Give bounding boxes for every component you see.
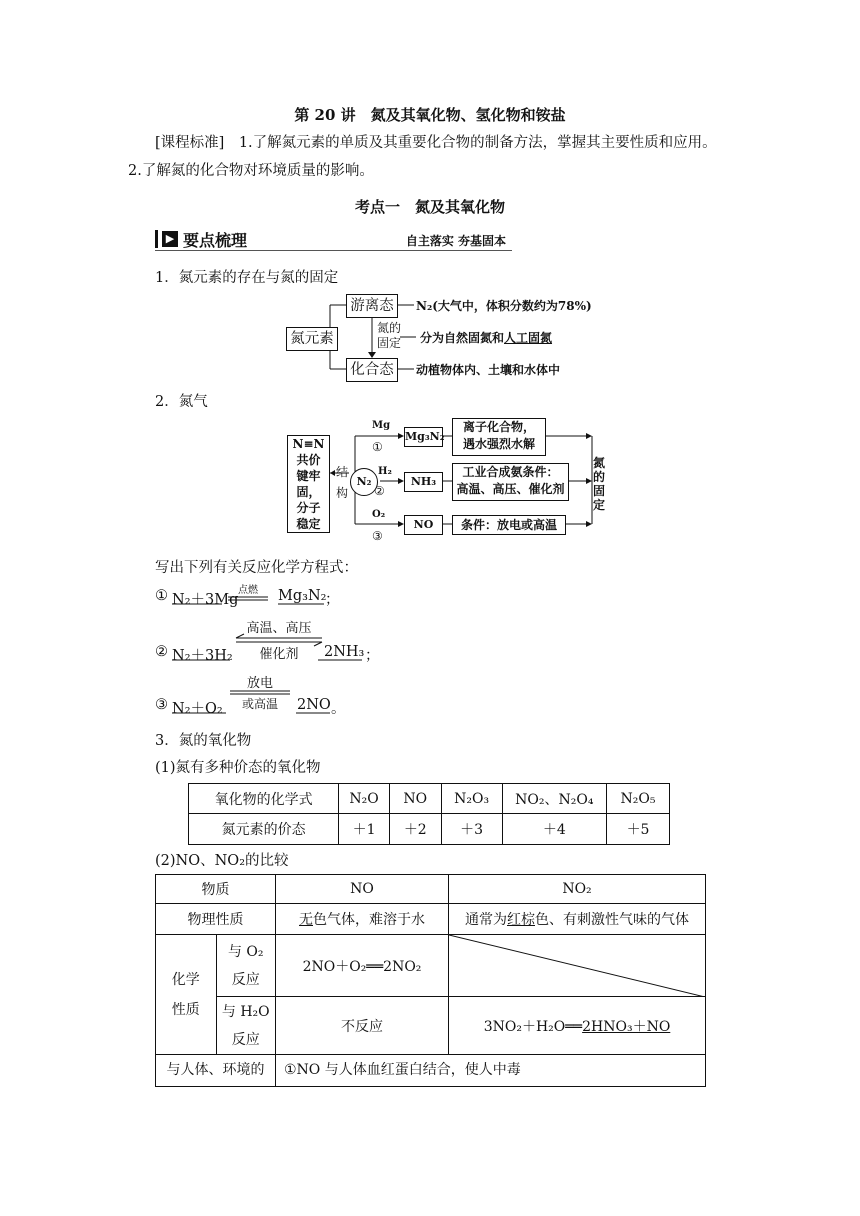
structure-box: N≡N 共价 键牢 固， 分子 稳定 <box>287 435 330 533</box>
section-heading: 考点一 氮及其氧化物 <box>354 198 505 216</box>
chem-label: 化学 性质 <box>156 935 217 1055</box>
table-row: 物质 NO NO₂ <box>156 875 706 904</box>
num-2: ② <box>374 484 385 498</box>
no2-h2o: 3NO₂＋H₂O══2HNO₃＋NO <box>449 997 706 1055</box>
eq3-cond-top: 放电 <box>246 676 273 691</box>
eq2-num: ② <box>155 644 168 660</box>
eq3-left: N₂＋O₂ <box>172 701 223 717</box>
right-label: 氮 的 固 定 <box>593 456 606 512</box>
table-row: 氮元素的价态 ＋1 ＋2 ＋3 ＋4 ＋5 <box>189 814 670 845</box>
eq3-cond-bottom: 或高温 <box>241 697 278 711</box>
n2-circle: N₂ <box>350 468 378 496</box>
reagent-o2: O₂ <box>372 509 386 520</box>
eq2-cond-top: 高温、高压 <box>246 621 312 636</box>
diagonal-line <box>449 935 705 997</box>
eq1-right: Mg₃N₂ <box>278 588 327 604</box>
note-box-1: 离子化合物， 遇水强烈水解 <box>452 418 546 456</box>
root-box: 氮元素 <box>286 327 338 351</box>
table-row: 化学 性质 与 O₂ 反应 2NO＋O₂══2NO₂ <box>156 935 706 997</box>
structure-label-2: 构 <box>336 486 349 500</box>
table-row: 物理性质 无色气体，难溶于水 通常为红棕色、有刺激性气味的气体 <box>156 904 706 935</box>
equation-prompt: 写出下列有关反应化学方程式： <box>155 560 358 576</box>
eq1-left: N₂＋3Mg <box>172 592 239 608</box>
note-box-2: 工业合成氨条件： 高温、高压、催化剂 <box>452 463 569 501</box>
product-mg3n2: Mg₃N₂ <box>404 427 443 447</box>
phys-no: 无色气体，难溶于水 <box>276 904 449 935</box>
reagent-mg: Mg <box>372 420 391 431</box>
eq3-num: ③ <box>155 697 168 713</box>
play-triangle-icon: ▶ <box>162 231 178 247</box>
eq1-end: ； <box>325 592 340 608</box>
phys-no2: 通常为红棕色、有刺激性气味的气体 <box>449 904 706 935</box>
table-row: 氧化物的化学式 N₂O NO N₂O₃ NO₂、N₂O₄ N₂O₅ <box>189 784 670 814</box>
eq3-right: 2NO <box>297 697 331 713</box>
product-no: NO <box>404 515 443 535</box>
heading-1: 1．氮元素的存在与氮的固定 <box>155 270 339 286</box>
eq2-right: 2NH₃ <box>324 644 365 660</box>
sub-heading-2: (2)NO、NO₂的比较 <box>155 853 289 869</box>
diagonal-cell <box>449 935 706 997</box>
eq2-left: N₂＋3H₂ <box>172 648 233 664</box>
fix-desc: 分为自然固氮和人工固氮 <box>420 331 553 345</box>
eq2-end: ； <box>365 648 380 664</box>
page-title: 第 20 讲 氮及其氧化物、氢化物和铵盐 <box>294 106 566 124</box>
combined-state-desc: 动植物体内、土壤和水体中 <box>416 363 561 377</box>
standard-line-2: 2.了解氮的化合物对环境质量的影响。 <box>128 163 374 179</box>
banner-title: 要点梳理 <box>183 231 248 250</box>
with-o2: 与 O₂ 反应 <box>216 935 276 997</box>
standard-label: [课程标准] <box>155 135 225 151</box>
standard-line-1: [课程标准] 1.了解氮元素的单质及其重要化合物的制备方法，掌握其主要性质和应用。 <box>155 135 717 151</box>
eq1-num: ① <box>155 588 168 604</box>
eq3-end: 。 <box>331 701 346 717</box>
table-row: 与 H₂O 反应 不反应 3NO₂＋H₂O══2HNO₃＋NO <box>156 997 706 1055</box>
heading-3: 3．氮的氧化物 <box>155 733 252 749</box>
fix-label-1: 氮的 <box>377 321 402 335</box>
structure-label-1: 结 <box>336 465 349 479</box>
free-state-box: 游离态 <box>346 294 398 318</box>
reagent-h2: H₂ <box>378 466 392 477</box>
eq1-cond: 点燃 <box>238 585 258 596</box>
sub-heading-1: (1)氮有多种价态的氧化物 <box>155 760 321 776</box>
table-row: 与人体、环境的 ①NO 与人体血红蛋白结合，使人中毒 <box>156 1055 706 1087</box>
note-box-3: 条件：放电或高温 <box>452 515 566 535</box>
banner-slogan: 自主落实 夯基固本 <box>405 234 506 248</box>
free-state-desc: N₂(大气中，体积分数约为78%) <box>416 299 592 313</box>
heading-2: 2．氮气 <box>155 394 208 410</box>
product-nh3: NH₃ <box>404 472 443 492</box>
fix-label-2: 固定 <box>377 336 402 350</box>
with-h2o: 与 H₂O 反应 <box>216 997 276 1055</box>
valence-table <box>188 783 670 845</box>
eq2-cond-bottom: 催化剂 <box>259 647 299 662</box>
num-3: ③ <box>372 529 383 543</box>
combined-state-box: 化合态 <box>346 358 398 382</box>
comparison-table <box>155 874 706 1087</box>
num-1: ① <box>372 440 383 454</box>
